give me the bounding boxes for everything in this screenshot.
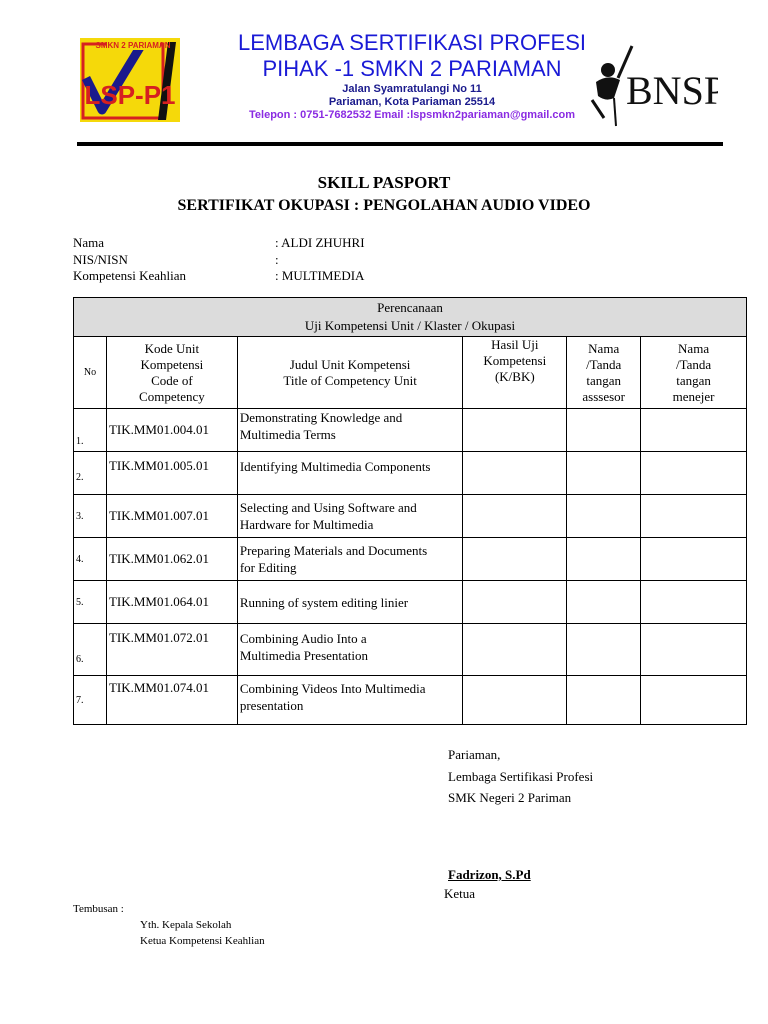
row-asesor-cell [567, 538, 641, 581]
info-value-kompetensi: : MULTIMEDIA [275, 268, 365, 283]
row-no: 7. [74, 676, 107, 725]
row-manajer-cell [641, 409, 747, 452]
table-row [74, 676, 747, 725]
cc-item: Ketua Kompetensi Keahlian [140, 935, 265, 947]
row-title [237, 495, 463, 538]
row-no: 5. [74, 581, 107, 624]
row-title-l2: Hardware for Multimedia [239, 517, 374, 532]
document-subtitle: SERTIFIKAT OKUPASI : PENGOLAHAN AUDIO VIDEO [177, 197, 591, 214]
row-hasil-cell [463, 624, 567, 676]
cc-item: Yth. Kepala Sekolah [140, 919, 232, 931]
row-asesor-cell [567, 676, 641, 725]
row-code: TIK.MM01.004.01 [106, 409, 237, 452]
header-manajer-l2: /Tanda [675, 356, 712, 372]
row-manajer-cell [641, 538, 747, 581]
header-judul-l2: Title of Competency Unit [283, 372, 417, 388]
header-asesor-l2: /Tanda [586, 356, 622, 372]
row-title [237, 538, 463, 581]
signature-org-line2: SMK Negeri 2 Pariman [448, 790, 572, 805]
row-title [237, 452, 463, 495]
header-address-line1: Jalan Syamratulangi No 11 [342, 83, 482, 95]
table-row [74, 538, 747, 581]
row-title-l2: for Editing [239, 560, 297, 575]
header-kode-l4: Competency [139, 388, 205, 404]
header-no: No [74, 337, 107, 409]
cc-label: Tembusan : [73, 903, 124, 915]
row-title-l1: Combining Videos Into Multimedia [239, 681, 426, 696]
header-title-line2: PIHAK -1 SMKN 2 PARIAMAN [262, 56, 562, 81]
header-asesor-l1: Nama [588, 340, 620, 356]
signature-place: Pariaman, [448, 747, 501, 762]
header-kode-l3: Code of [151, 372, 193, 388]
header-manajer [641, 337, 747, 409]
header-divider [77, 142, 723, 146]
row-no: 6. [74, 624, 107, 676]
row-manajer-cell [641, 624, 747, 676]
table-row [74, 409, 747, 452]
row-hasil-cell [463, 676, 567, 725]
info-value-nis: : [275, 252, 279, 267]
header-hasil-l1: Hasil Uji [491, 337, 539, 352]
row-manajer-cell [641, 495, 747, 538]
row-title-l2: presentation [239, 698, 304, 713]
row-asesor-cell [567, 452, 641, 495]
row-code: TIK.MM01.062.01 [106, 538, 237, 581]
row-title-l1: Selecting and Using Software and [239, 500, 417, 515]
row-title [237, 581, 463, 624]
row-title-l1: Identifying Multimedia Components [239, 459, 431, 474]
table-row [74, 452, 747, 495]
header-manajer-l1: Nama [678, 340, 710, 356]
row-title-l1: Running of system editing linier [239, 594, 409, 610]
bnsp-logo-text: BNSP [626, 68, 718, 113]
table-row [74, 581, 747, 624]
row-title-l1: Preparing Materials and Documents [239, 543, 428, 558]
row-no: 4. [74, 538, 107, 581]
table-plan-cell [74, 298, 747, 337]
row-manajer-cell [641, 452, 747, 495]
row-code: TIK.MM01.064.01 [106, 581, 237, 624]
row-no: 1. [74, 409, 107, 452]
plan-line1: Perencanaan [377, 300, 443, 315]
row-hasil-cell [463, 452, 567, 495]
row-title-l2: Multimedia Presentation [239, 648, 369, 663]
row-no: 3. [74, 495, 107, 538]
row-title-l1: Combining Audio Into a [239, 631, 367, 646]
row-code: TIK.MM01.007.01 [106, 495, 237, 538]
header-asesor [567, 337, 641, 409]
row-manajer-cell [641, 676, 747, 725]
row-hasil-cell [463, 538, 567, 581]
header-hasil-l2: Kompetensi [483, 353, 547, 368]
header-judul-l1: Judul Unit Kompetensi [289, 356, 411, 372]
table-plan-row [74, 298, 747, 337]
row-title-l2: Multimedia Terms [239, 427, 336, 442]
row-hasil-cell [463, 495, 567, 538]
row-code: TIK.MM01.072.01 [106, 624, 237, 676]
header-title-line1: LEMBAGA SERTIFIKASI PROFESI [237, 30, 587, 55]
header-asesor-l4: asssesor [582, 388, 625, 404]
header-hasil [463, 337, 567, 409]
row-title [237, 676, 463, 725]
row-code: TIK.MM01.005.01 [106, 452, 237, 495]
signature-org-line1: Lembaga Sertifikasi Profesi [448, 769, 594, 784]
lsp-logo-graphic [80, 38, 180, 122]
plan-line2: Uji Kompetensi Unit / Klaster / Okupasi [304, 318, 516, 333]
header-kode-l1: Kode Unit [144, 340, 200, 356]
header-kode-l2: Kompetensi [140, 356, 204, 372]
row-asesor-cell [567, 581, 641, 624]
header-asesor-l3: tangan [586, 372, 622, 388]
header-manajer-l4: menejer [672, 388, 715, 404]
row-asesor-cell [567, 495, 641, 538]
info-label-nis: NIS/NISN [73, 252, 128, 267]
lsp-logo-main-text: LSP-P1 [84, 80, 176, 110]
header-contact: Telepon : 0751-7682532 Email :lspsmkn2pariaman@gmail.com [249, 109, 575, 121]
row-title-l1: Demonstrating Knowledge and [239, 410, 403, 425]
table-header-row [74, 337, 747, 409]
row-title [237, 409, 463, 452]
document-title: SKILL PASPORT [317, 173, 451, 192]
table-row [74, 495, 747, 538]
row-asesor-cell [567, 409, 641, 452]
row-manajer-cell [641, 581, 747, 624]
header-manajer-l3: tangan [676, 372, 711, 388]
signature-name: Fadrizon, S.Pd [448, 867, 531, 882]
signature-role: Ketua [444, 886, 476, 901]
header-hasil-l3: (K/BK) [494, 369, 535, 384]
lsp-logo [80, 38, 180, 122]
lsp-logo-top-text: SMKN 2 PARIAMAN [95, 41, 171, 50]
table-row [74, 624, 747, 676]
row-hasil-cell [463, 581, 567, 624]
row-hasil-cell [463, 409, 567, 452]
row-no: 2. [74, 452, 107, 495]
row-title [237, 624, 463, 676]
header-judul [237, 337, 463, 409]
bnsp-logo [588, 40, 718, 130]
bnsp-figure-icon [588, 40, 718, 130]
row-asesor-cell [567, 624, 641, 676]
row-code: TIK.MM01.074.01 [106, 676, 237, 725]
header-kode [106, 337, 237, 409]
header-address-line2: Pariaman, Kota Pariaman 25514 [328, 96, 496, 108]
info-value-nama: : ALDI ZHUHRI [275, 235, 365, 250]
competency-table [73, 297, 747, 725]
info-label-kompetensi: Kompetensi Keahlian [73, 268, 186, 283]
info-label-nama: Nama [73, 235, 105, 250]
